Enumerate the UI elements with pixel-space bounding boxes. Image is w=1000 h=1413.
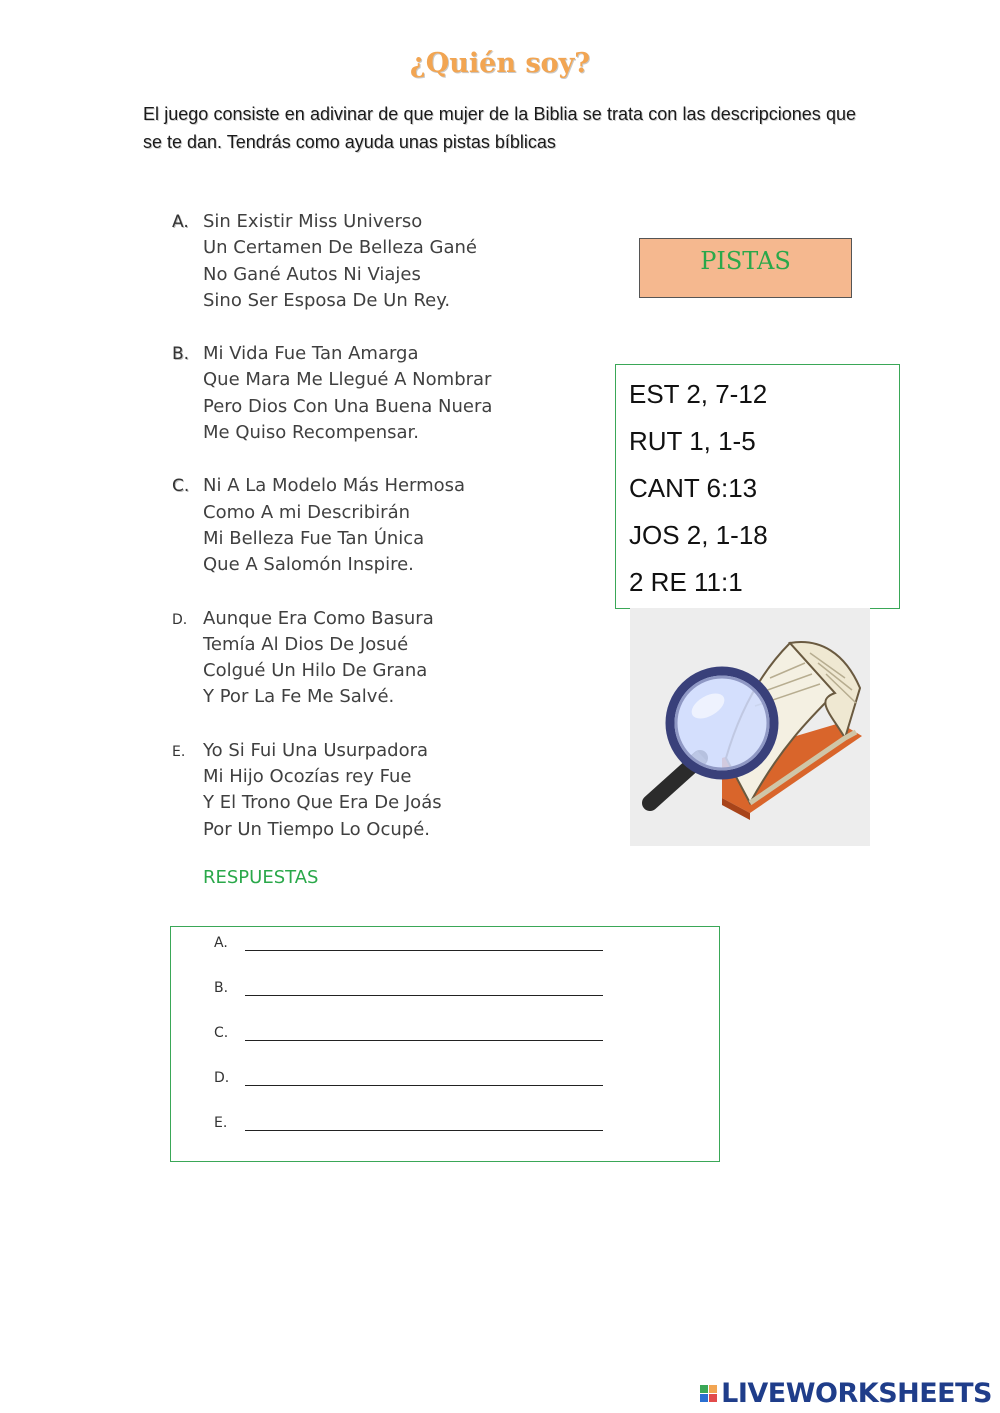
riddle-line: Mi Belleza Fue Tan Única: [203, 527, 425, 549]
riddle-line: Pero Dios Con Una Buena Nuera: [203, 395, 493, 417]
page-title: ¿Quién soy?: [409, 48, 591, 79]
riddle-b: [172, 341, 532, 446]
riddle-line: Que Mara Me Llegué A Nombrar: [203, 369, 492, 391]
riddle-letter: B.: [172, 344, 190, 365]
clue-item: CANT 6:13: [629, 473, 758, 503]
answers-box: [170, 926, 720, 1162]
riddle-e: [172, 738, 532, 843]
answer-input-e[interactable]: [245, 1116, 603, 1131]
riddle-line: Me Quiso Recompensar.: [203, 422, 420, 444]
riddle-letter: D.: [172, 611, 188, 628]
riddle-letter: A.: [172, 212, 189, 232]
answers-heading: RESPUESTAS: [203, 867, 319, 888]
answer-row-a: [214, 935, 603, 951]
answer-input-c[interactable]: [245, 1026, 603, 1041]
riddle-line: Ni A La Modelo Más Hermosa: [203, 475, 466, 497]
riddle-line: Mi Hijo Ocozías rey Fue: [203, 766, 412, 788]
answer-row-c: [214, 1025, 603, 1041]
riddle-line: Yo Si Fui Una Usurpadora: [203, 739, 429, 761]
clue-item: EST 2, 7-12: [629, 379, 768, 409]
riddle-d: [172, 606, 532, 711]
answer-input-d[interactable]: [245, 1071, 603, 1086]
riddle-line: No Gané Autos Ni Viajes: [203, 263, 421, 285]
intro-text: El juego consiste en adivinar de que mujer de la Biblia se trata con las descripciones que se te dan. Tendrás como ayuda unas pistas bíblicas: [143, 104, 856, 152]
riddle-line: Sin Existir Miss Universo: [203, 211, 423, 232]
riddle-a: [172, 209, 532, 314]
answer-input-a[interactable]: [245, 936, 603, 951]
riddle-c: [172, 473, 532, 578]
book-magnifier-icon: [630, 608, 870, 846]
riddle-letter: C.: [172, 476, 190, 497]
riddle-letter: E.: [172, 743, 186, 760]
riddle-line: Un Certamen De Belleza Gané: [203, 237, 477, 259]
riddle-line: Sino Ser Esposa De Un Rey.: [203, 289, 451, 311]
riddle-line: Como A mi Describirán: [203, 501, 411, 523]
riddle-line: Y El Trono Que Era De Joás: [203, 792, 442, 814]
answer-row-e: [214, 1115, 603, 1131]
answer-letter: C.: [214, 1025, 229, 1041]
clue-item: 2 RE 11:1: [629, 567, 743, 597]
answer-letter: A.: [214, 935, 228, 951]
liveworksheets-logo: [700, 1378, 992, 1409]
riddle-line: Temía Al Dios De Josué: [203, 633, 409, 655]
clues-box: [615, 364, 900, 609]
riddle-line: Por Un Tiempo Lo Ocupé.: [203, 818, 431, 840]
answer-letter: D.: [214, 1070, 230, 1086]
riddle-line: Colgué Un Hilo De Grana: [203, 660, 428, 682]
answer-letter: B.: [214, 980, 229, 996]
riddle-line: Que A Salomón Inspire.: [203, 554, 414, 576]
riddle-line: Mi Vida Fue Tan Amarga: [203, 343, 419, 365]
pistas-button[interactable]: PISTAS: [639, 238, 852, 298]
liveworksheets-logo-icon: [700, 1385, 717, 1402]
answer-row-b: [214, 980, 603, 996]
riddle-line: Aunque Era Como Basura: [203, 607, 434, 629]
book-magnifier-illustration: [630, 608, 870, 846]
answer-row-d: [214, 1070, 603, 1086]
clue-item: RUT 1, 1-5: [629, 426, 756, 456]
riddle-list: [172, 209, 532, 870]
answer-letter: E.: [214, 1115, 228, 1131]
riddle-line: Y Por La Fe Me Salvé.: [203, 686, 395, 708]
answer-input-b[interactable]: [245, 981, 603, 996]
brand-text: LIVEWORKSHEETS: [721, 1378, 992, 1409]
clue-item: JOS 2, 1-18: [629, 520, 768, 550]
